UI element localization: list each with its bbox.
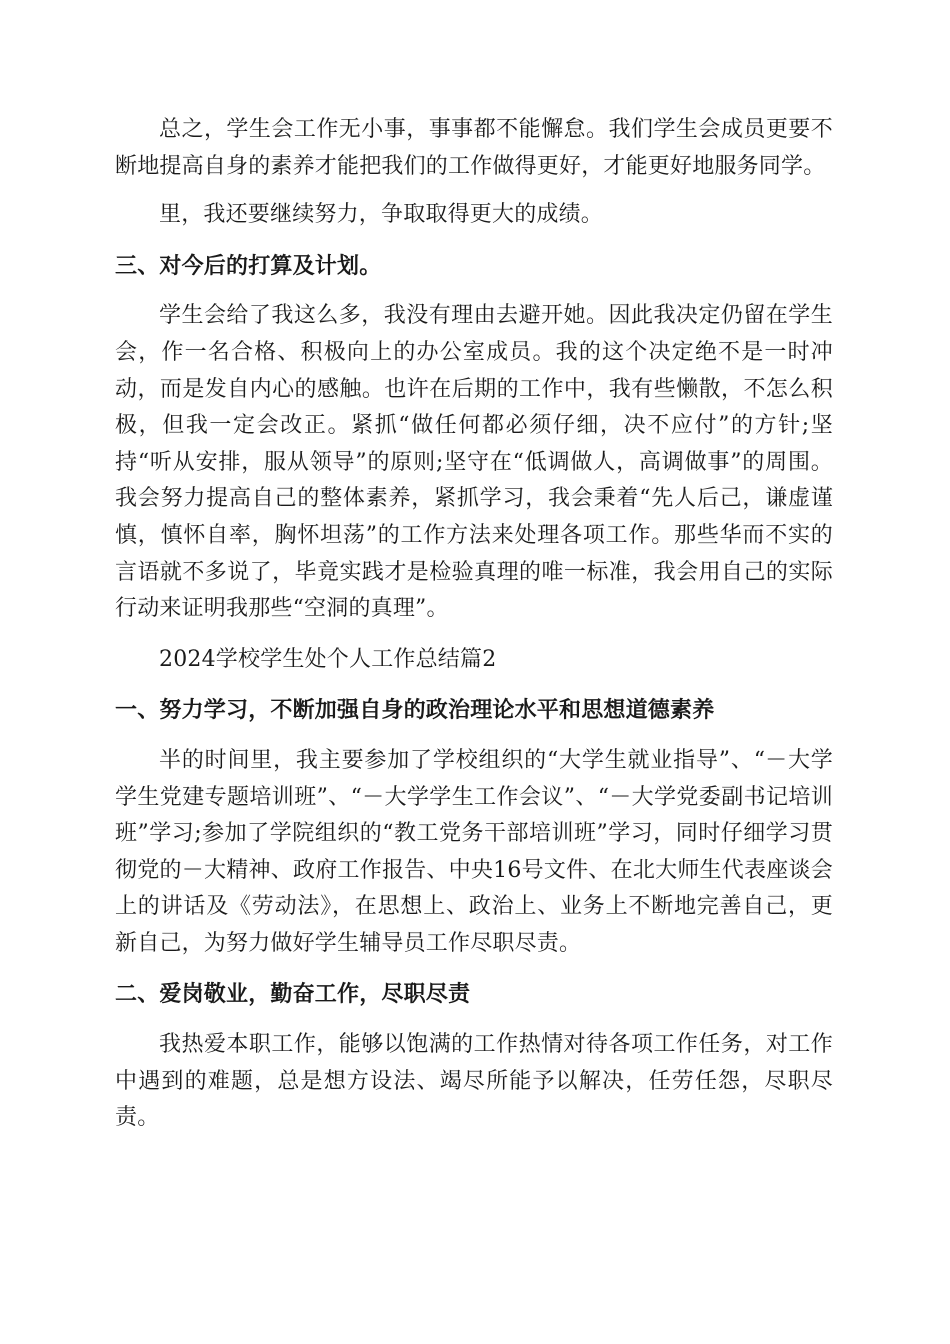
- section-heading-study: 一、努力学习，不断加强自身的政治理论水平和思想道德素养: [115, 697, 715, 724]
- section-heading-dedication: 二、爱岗敬业，勤奋工作，尽职尽责: [115, 981, 471, 1008]
- paragraph-dedication: 我热爱本职工作，能够以饱满的工作热情对待各项工作任务，对工作中遇到的难题，总是想方设法、竭尽所能予以解决，任劳任怨，尽职尽责。: [115, 1032, 833, 1131]
- paragraph-future-plan: 学生会给了我这么多，我没有理由去避开她。因此我决定仍留在学生会，作一名合格、积极向上的办公室成员。我的这个决定绝不是一时冲动，而是发自内心的感触。也许在后期的工作中，我有些懒散，不怎么积极，但我一定会改正。紧抓“做任何都必须仔细，决不应付”的方针;坚持“听从安排，服从领导”的原则;坚守在“低调做人，高调做事”的周围。我会努力提高自己的整体素养，紧抓学习，我会秉着“先人后己，谦虚谨慎，慎怀自率，胸怀坦荡”的工作方法来处理各项工作。那些华而不实的言语就不多说了，毕竟实践才是检验真理的唯一标准，我会用自己的实际行动来证明我那些“空洞的真理”。: [115, 303, 833, 622]
- section-heading-future-plan: 三、对今后的打算及计划。: [115, 252, 382, 279]
- article-title-part2: 2024学校学生处个人工作总结篇2: [159, 646, 497, 672]
- paragraph-study: 半的时间里，我主要参加了学校组织的“大学生就业指导”、“－大学学生党建专题培训班”、“－大学学生工作会议”、“－大学党委副书记培训班”学习;参加了学院组织的“教工党务干部培训班”学习，同时仔细学习贯彻党的－大精神、政府工作报告、中央16号文件、在北大师生代表座谈会上的讲话及《劳动法》，在思想上、政治上、业务上不断地完善自己，更新自己，为努力做好学生辅导员工作尽职尽责。: [115, 747, 833, 956]
- paragraph-summary: 总之，学生会工作无小事，事事都不能懈怠。我们学生会成员更要不断地提高自身的素养才能把我们的工作做得更好，才能更好地服务同学。: [115, 117, 833, 179]
- document-page: [115, 112, 833, 1137]
- paragraph-continue-effort: 里，我还要继续努力，争取取得更大的成绩。: [159, 202, 604, 228]
